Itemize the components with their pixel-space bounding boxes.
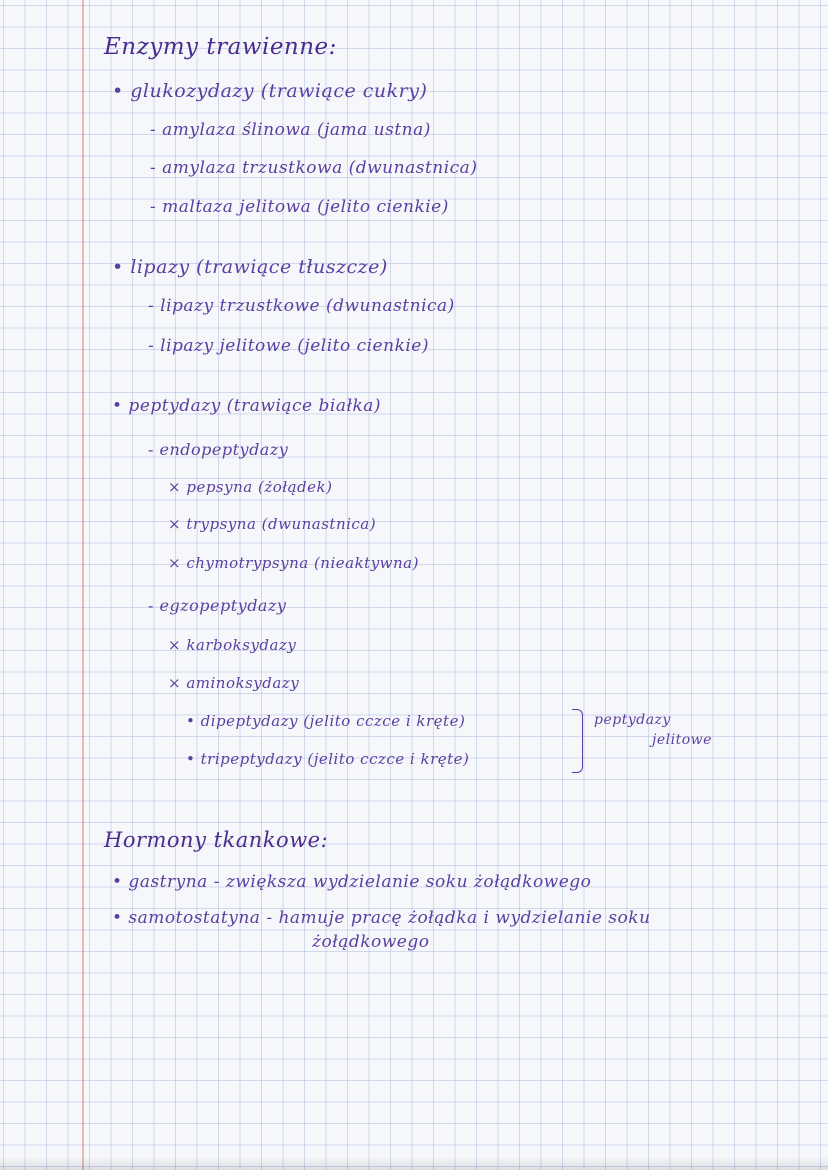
list-item: × chymotrypsyna (nieaktywna) xyxy=(168,554,419,572)
list-item: - lipazy jelitowe (jelito cienkie) xyxy=(148,336,429,356)
egzopeptydazy-label: - egzopeptydazy xyxy=(148,596,287,615)
list-item: - amylaza trzustkowa (dwunastnica) xyxy=(150,158,478,178)
section-title-hormones: Hormony tkankowe: xyxy=(104,828,329,852)
page-edge-shadow xyxy=(0,1156,828,1170)
section-title-enzymes: Enzymy trawienne: xyxy=(104,34,337,60)
list-item: • dipeptydazy (jelito cczce i kręte) xyxy=(186,712,466,730)
list-item: - amylaza ślinowa (jama ustna) xyxy=(150,120,431,140)
list-item: × karboksydazy xyxy=(168,636,297,654)
endopeptydazy-label: - endopeptydazy xyxy=(148,440,289,459)
margin-line xyxy=(82,0,84,1170)
group-lipazy: • lipazy (trawiące tłuszcze) xyxy=(112,256,388,278)
group-glukozydazy: • glukozydazy (trawiące cukry) xyxy=(112,80,428,102)
list-item: • tripeptydazy (jelito cczce i kręte) xyxy=(186,750,470,768)
bracket-note-peptydazy: peptydazy xyxy=(594,712,671,728)
bracket-note-jelitowe: jelitowe xyxy=(652,732,712,748)
curly-bracket xyxy=(572,709,583,773)
group-peptydazy: • peptydazy (trawiące białka) xyxy=(112,396,382,416)
list-item: - maltaza jelitowa (jelito cienkie) xyxy=(150,197,449,217)
list-item: × aminoksydazy xyxy=(168,674,300,692)
list-item: • gastryna - zwiększa wydzielanie soku żołądkowego xyxy=(112,872,592,892)
list-item: żołądkowego xyxy=(312,932,430,952)
list-item: - lipazy trzustkowe (dwunastnica) xyxy=(148,296,455,316)
list-item: • samotostatyna - hamuje pracę żołądka i wydzielanie soku xyxy=(112,908,651,928)
list-item: × trypsyna (dwunastnica) xyxy=(168,515,377,533)
list-item: × pepsyna (żołądek) xyxy=(168,478,333,496)
